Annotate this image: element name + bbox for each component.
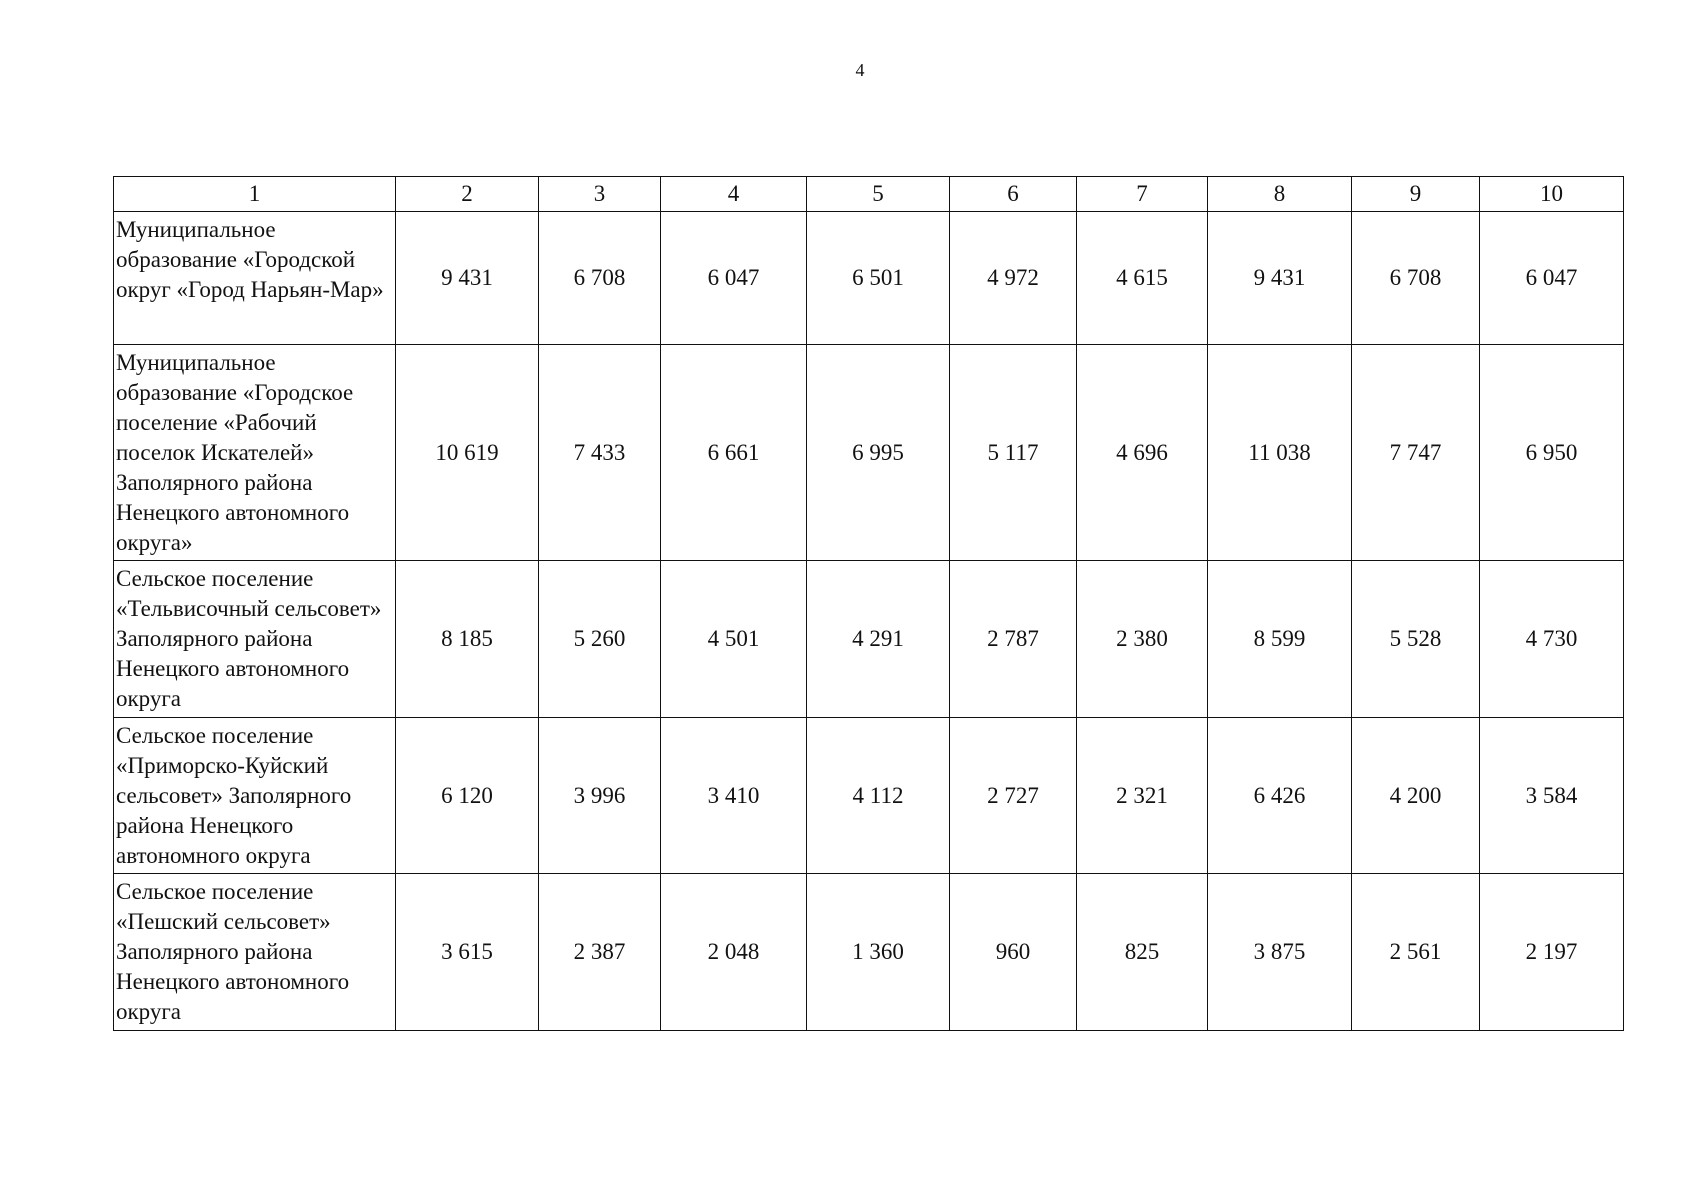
value-cell: 960 xyxy=(950,874,1077,1031)
value-cell: 3 615 xyxy=(396,874,539,1031)
column-header: 5 xyxy=(807,177,950,212)
value-cell: 4 200 xyxy=(1352,718,1480,874)
table-row xyxy=(114,718,1624,874)
value-cell: 9 431 xyxy=(396,212,539,345)
value-cell: 5 528 xyxy=(1352,561,1480,718)
table-row xyxy=(114,561,1624,718)
value-cell: 11 038 xyxy=(1208,345,1352,561)
value-cell: 3 584 xyxy=(1480,718,1624,874)
value-cell: 7 433 xyxy=(539,345,661,561)
value-cell: 8 185 xyxy=(396,561,539,718)
municipality-name-cell: Сельское поселение «Пешский сельсовет» Заполярного района Ненецкого автономного округа xyxy=(114,874,396,1031)
value-cell: 6 047 xyxy=(1480,212,1624,345)
value-cell: 1 360 xyxy=(807,874,950,1031)
value-cell: 2 387 xyxy=(539,874,661,1031)
column-header: 8 xyxy=(1208,177,1352,212)
value-cell: 4 696 xyxy=(1077,345,1208,561)
municipality-name-cell: Муниципальное образование «Городской округ «Город Нарьян-Мар» xyxy=(114,212,396,345)
data-table xyxy=(113,176,1624,1031)
column-header: 1 xyxy=(114,177,396,212)
value-cell: 6 708 xyxy=(539,212,661,345)
value-cell: 825 xyxy=(1077,874,1208,1031)
column-header: 9 xyxy=(1352,177,1480,212)
value-cell: 4 112 xyxy=(807,718,950,874)
column-header: 3 xyxy=(539,177,661,212)
column-header: 4 xyxy=(661,177,807,212)
table-row xyxy=(114,212,1624,345)
value-cell: 6 501 xyxy=(807,212,950,345)
value-cell: 3 410 xyxy=(661,718,807,874)
column-header: 10 xyxy=(1480,177,1624,212)
value-cell: 4 615 xyxy=(1077,212,1208,345)
value-cell: 6 120 xyxy=(396,718,539,874)
table-row xyxy=(114,874,1624,1031)
value-cell: 6 995 xyxy=(807,345,950,561)
value-cell: 4 291 xyxy=(807,561,950,718)
page-number: 4 xyxy=(855,60,865,80)
municipality-name-cell: Сельское поселение «Тельвисочный сельсовет» Заполярного района Ненецкого автономного округа xyxy=(114,561,396,718)
value-cell: 5 260 xyxy=(539,561,661,718)
value-cell: 2 048 xyxy=(661,874,807,1031)
value-cell: 9 431 xyxy=(1208,212,1352,345)
value-cell: 2 561 xyxy=(1352,874,1480,1031)
header-row xyxy=(114,177,1624,212)
municipality-name-cell: Сельское поселение «Приморско-Куйский сельсовет» Заполярного района Ненецкого автономного округа xyxy=(114,718,396,874)
column-header: 7 xyxy=(1077,177,1208,212)
value-cell: 10 619 xyxy=(396,345,539,561)
value-cell: 4 730 xyxy=(1480,561,1624,718)
value-cell: 3 996 xyxy=(539,718,661,874)
value-cell: 2 197 xyxy=(1480,874,1624,1031)
value-cell: 5 117 xyxy=(950,345,1077,561)
value-cell: 6 708 xyxy=(1352,212,1480,345)
value-cell: 3 875 xyxy=(1208,874,1352,1031)
value-cell: 2 380 xyxy=(1077,561,1208,718)
value-cell: 2 727 xyxy=(950,718,1077,874)
value-cell: 8 599 xyxy=(1208,561,1352,718)
value-cell: 7 747 xyxy=(1352,345,1480,561)
value-cell: 4 972 xyxy=(950,212,1077,345)
value-cell: 6 047 xyxy=(661,212,807,345)
value-cell: 6 426 xyxy=(1208,718,1352,874)
column-header: 6 xyxy=(950,177,1077,212)
value-cell: 6 950 xyxy=(1480,345,1624,561)
value-cell: 2 321 xyxy=(1077,718,1208,874)
municipality-name-cell: Муниципальное образование «Городское поселение «Рабочий поселок Искателей» Заполярного района Ненецкого автономного округа» xyxy=(114,345,396,561)
value-cell: 6 661 xyxy=(661,345,807,561)
column-header: 2 xyxy=(396,177,539,212)
value-cell: 4 501 xyxy=(661,561,807,718)
table-row xyxy=(114,345,1624,561)
value-cell: 2 787 xyxy=(950,561,1077,718)
